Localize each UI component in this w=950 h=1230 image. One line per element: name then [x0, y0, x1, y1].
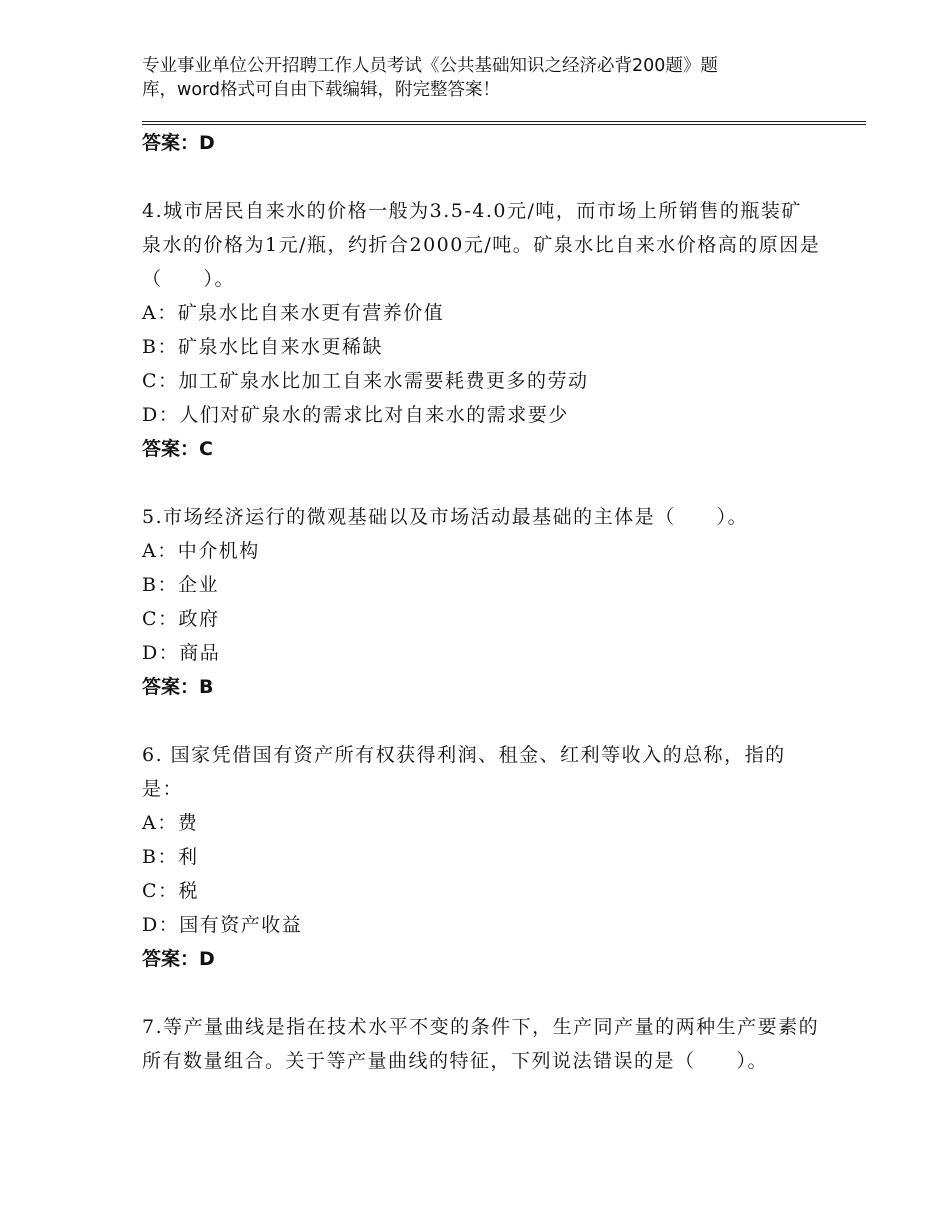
header-line-1: 专业事业单位公开招聘工作人员考试《公共基础知识之经济必背200题》题 [142, 56, 718, 76]
question-4-option-c: C：加工矿泉水比加工自来水需要耗费更多的劳动 [142, 370, 589, 392]
question-6-option-b: B：利 [142, 846, 199, 868]
answer-prev: 答案：D [142, 132, 215, 154]
question-5-option-d: D：商品 [142, 642, 221, 664]
question-4-text: 4.城市居民自来水的价格一般为3.5-4.0元/吨，而市场上所销售的瓶装矿泉水的价格为1元/瓶，约折合2000元/吨。矿泉水比自来水价格高的原因是（ ）。 [142, 200, 821, 290]
question-5-answer: 答案：B [142, 676, 214, 698]
question-5-option-c: C：政府 [142, 608, 220, 630]
question-5-text: 5.市场经济运行的微观基础以及市场活动最基础的主体是（ ）。 [142, 506, 749, 528]
question-5-option-a: A：中介机构 [142, 540, 260, 562]
header-line-2: 库，word格式可自由下载编辑，附完整答案！ [142, 80, 501, 100]
question-6-text: 6. 国家凭借国有资产所有权获得利润、租金、红利等收入的总称，指的是： [142, 744, 786, 800]
question-6-option-c: C：税 [142, 880, 200, 902]
question-7 [142, 1010, 822, 1078]
question-5 [142, 500, 822, 704]
document-header [142, 54, 782, 102]
question-4-answer: 答案：C [142, 438, 213, 460]
header-rule-top [142, 121, 866, 122]
question-6-answer: 答案：D [142, 948, 215, 970]
document-body [142, 126, 822, 1078]
question-4-option-a: A：矿泉水比自来水更有营养价值 [142, 302, 445, 324]
question-4-option-b: B：矿泉水比自来水更稀缺 [142, 336, 383, 358]
question-4-option-d: D：人们对矿泉水的需求比对自来水的需求要少 [142, 404, 569, 426]
question-5-option-b: B：企业 [142, 574, 219, 596]
header-rule-bottom [142, 124, 866, 125]
question-6-option-a: A：费 [142, 812, 199, 834]
question-7-text: 7.等产量曲线是指在技术水平不变的条件下，生产同产量的两种生产要素的所有数量组合。关于等产量曲线的特征，下列说法错误的是（ ）。 [142, 1016, 820, 1072]
question-6 [142, 738, 822, 976]
question-4 [142, 194, 822, 466]
question-6-option-d: D：国有资产收益 [142, 914, 303, 936]
